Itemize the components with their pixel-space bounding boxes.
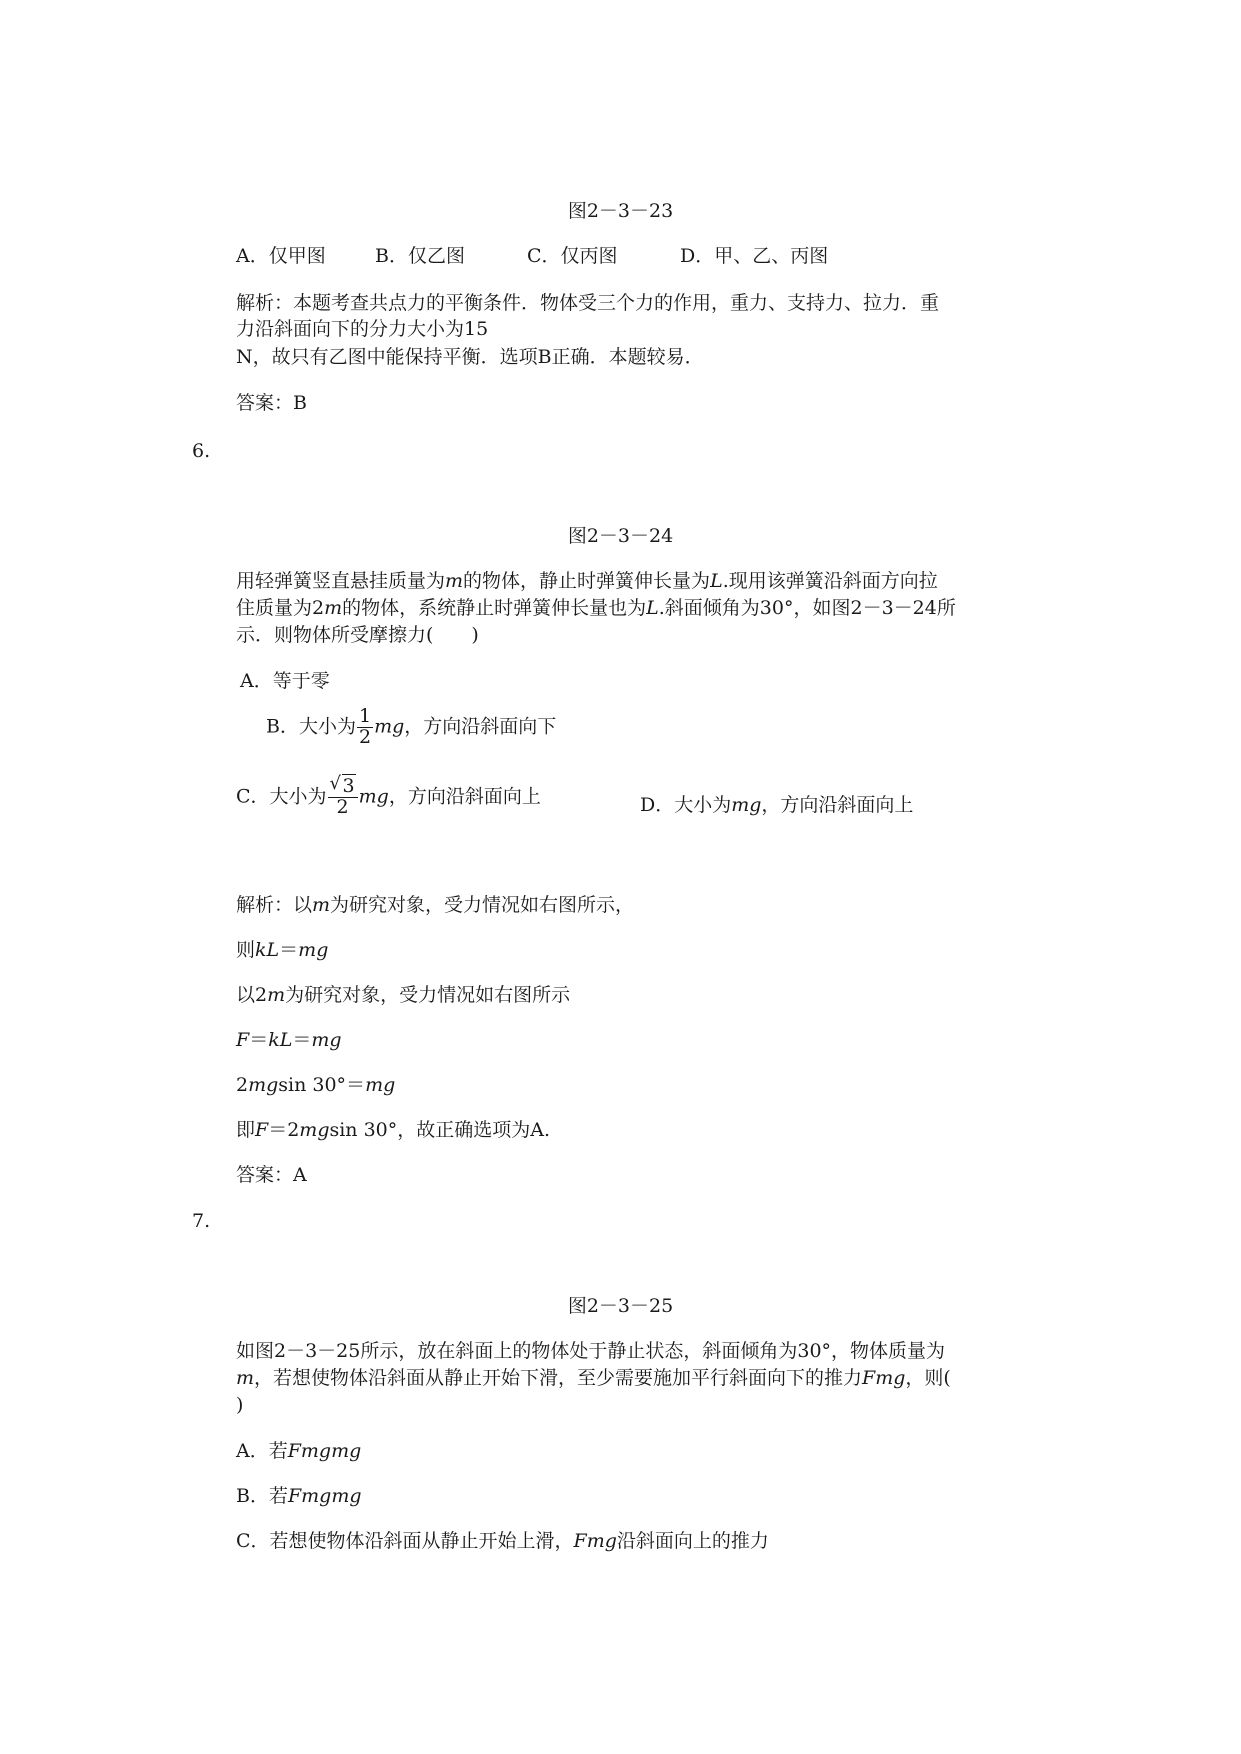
analysis-text: 为研究对象，受力情况如右图所示， bbox=[330, 894, 635, 916]
option-c: C．仅丙图 bbox=[527, 245, 618, 267]
analysis-line: 力沿斜面向下的分力大小为15 bbox=[236, 318, 489, 340]
equation bbox=[236, 1074, 395, 1097]
option-text: ，方向沿斜面向下 bbox=[404, 715, 557, 738]
question-number: 7. bbox=[192, 1210, 211, 1232]
stem-text: ，则( bbox=[905, 1367, 951, 1389]
eq-text: 即 bbox=[236, 1119, 256, 1141]
eq-text: sin 30°，故正确选项为A. bbox=[329, 1119, 551, 1141]
analysis-line: N，故只有乙图中能保持平衡．选项B正确．本题较易． bbox=[236, 346, 704, 368]
stem-text: 的物体，静止时弹簧伸长量为 bbox=[463, 570, 711, 592]
eq-text: 2 bbox=[236, 1074, 249, 1096]
option-a bbox=[236, 1440, 361, 1463]
stem-text: .斜面倾角为30°，如图2－3－24所 bbox=[658, 597, 956, 619]
var-m: m bbox=[267, 984, 286, 1006]
var-mg: mg bbox=[311, 1029, 342, 1051]
figure-caption-2-3-23: 图2－3－23 bbox=[567, 200, 674, 222]
option-text: ，方向沿斜面向上 bbox=[388, 785, 541, 808]
radicand: 3 bbox=[342, 775, 355, 797]
var-mg: mg bbox=[374, 715, 405, 738]
question-stem-line: 如图2－3－25所示，放在斜面上的物体处于静止状态，斜面倾角为30°，物体质量为 bbox=[236, 1340, 946, 1362]
eq-sign: ＝ bbox=[279, 939, 299, 961]
stem-text: .现用该弹簧沿斜面方向拉 bbox=[722, 570, 938, 592]
var-mg: mg bbox=[298, 939, 329, 961]
denominator: 2 bbox=[358, 725, 372, 748]
sqrt bbox=[329, 773, 356, 797]
var-F: F bbox=[255, 1119, 269, 1141]
var-mg: mg bbox=[731, 794, 762, 816]
option-text: A．若 bbox=[236, 1440, 288, 1462]
fraction bbox=[328, 773, 358, 818]
question-stem-line bbox=[236, 570, 938, 593]
var-mg: mg bbox=[358, 785, 389, 808]
figure-caption-2-3-24: 图2－3－24 bbox=[567, 525, 674, 547]
var-Fmg: Fmg bbox=[862, 1367, 906, 1389]
var-expr: Fmgmg bbox=[287, 1485, 362, 1507]
eq-text: sin 30°＝ bbox=[278, 1074, 366, 1096]
analysis-text: 解析：以 bbox=[236, 894, 313, 916]
option-d bbox=[640, 794, 913, 817]
numerator bbox=[328, 773, 358, 798]
option-text: D．大小为 bbox=[640, 794, 732, 816]
stem-text: 住质量为2 bbox=[236, 597, 325, 619]
numerator: 1 bbox=[358, 705, 372, 727]
question-stem-line: 示．则物体所受摩擦力( ) bbox=[236, 624, 479, 646]
eq-text: ＝2 bbox=[268, 1119, 300, 1141]
option-b bbox=[266, 707, 556, 748]
analysis-line: 解析：本题考查共点力的平衡条件．物体受三个力的作用，重力、支持力、拉力．重 bbox=[236, 292, 940, 314]
equation bbox=[236, 1119, 550, 1142]
analysis-text: 以2 bbox=[236, 984, 268, 1006]
var-F: F bbox=[236, 1029, 250, 1051]
var-m: m bbox=[324, 597, 343, 619]
var-kL: kL bbox=[255, 939, 280, 961]
answer: 答案：B bbox=[236, 392, 307, 414]
option-text: C．若想使物体沿斜面从静止开始上滑， bbox=[236, 1530, 574, 1552]
equation bbox=[236, 1029, 342, 1052]
var-m: m bbox=[236, 1367, 255, 1389]
option-b: B．仅乙图 bbox=[375, 245, 465, 267]
option-c bbox=[236, 1530, 769, 1553]
var-m: m bbox=[445, 570, 464, 592]
option-c bbox=[236, 773, 541, 818]
option-text: C．大小为 bbox=[236, 785, 327, 808]
radical-sign: √ bbox=[329, 773, 342, 794]
stem-text: 的物体，系统静止时弹簧伸长量也为 bbox=[342, 597, 647, 619]
option-text: ，方向沿斜面向上 bbox=[761, 794, 914, 816]
var-m: m bbox=[312, 894, 331, 916]
var-L: L bbox=[710, 570, 723, 592]
option-text: B．大小为 bbox=[266, 715, 356, 738]
question-number: 6. bbox=[192, 440, 211, 462]
var-mg: mg bbox=[299, 1119, 330, 1141]
var-mg: mg bbox=[248, 1074, 279, 1096]
question-stem-line bbox=[236, 597, 956, 620]
var-kL: kL bbox=[268, 1029, 293, 1051]
option-d: D．甲、乙、丙图 bbox=[680, 245, 829, 267]
option-a: A．仅甲图 bbox=[236, 245, 326, 267]
question-stem-line bbox=[236, 1367, 951, 1390]
question-stem-line: ) bbox=[236, 1394, 244, 1416]
analysis-text: 为研究对象，受力情况如右图所示 bbox=[285, 984, 571, 1006]
var-L: L bbox=[646, 597, 659, 619]
answer: 答案：A bbox=[236, 1164, 307, 1186]
var-expr: Fmgmg bbox=[287, 1440, 362, 1462]
option-text: B．若 bbox=[236, 1485, 288, 1507]
equation bbox=[236, 939, 328, 962]
option-b bbox=[236, 1485, 362, 1508]
eq-sign: ＝ bbox=[249, 1029, 269, 1051]
analysis-line bbox=[236, 984, 570, 1007]
var-mg: mg bbox=[365, 1074, 396, 1096]
figure-caption-2-3-25: 图2－3－25 bbox=[567, 1295, 674, 1317]
option-a: A．等于零 bbox=[240, 670, 330, 692]
stem-text: 用轻弹簧竖直悬挂质量为 bbox=[236, 570, 446, 592]
var-expr: Fmg bbox=[573, 1530, 617, 1552]
analysis-line bbox=[236, 894, 634, 917]
option-text: 沿斜面向上的推力 bbox=[616, 1530, 769, 1552]
denominator: 2 bbox=[336, 795, 349, 818]
fraction bbox=[357, 707, 373, 748]
eq-text: 则 bbox=[236, 939, 256, 961]
eq-sign: ＝ bbox=[292, 1029, 312, 1051]
stem-text: ，若想使物体沿斜面从静止开始下滑，至少需要施加平行斜面向下的推力 bbox=[254, 1367, 863, 1389]
